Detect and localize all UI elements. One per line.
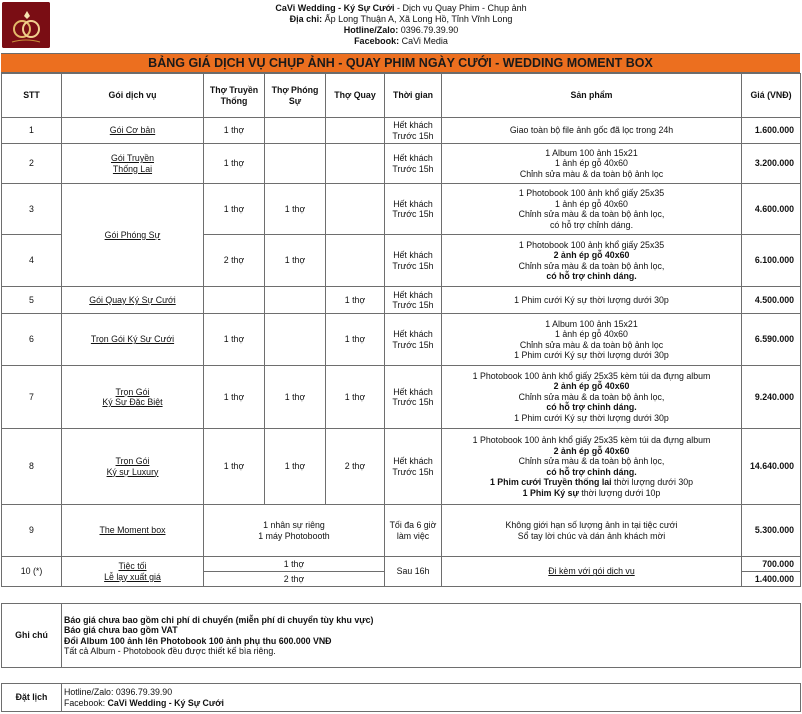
product-cell [442,118,742,144]
hotline-value: 0396.79.39.90 [398,25,459,35]
product-line: 1 Photobook 100 ảnh khổ giấy 25x35 kèm túi da đựng album [472,435,711,445]
company-line-1 [0,3,802,14]
time-line: Hết khách [393,386,433,397]
stt-cell: 9 [2,505,62,557]
product-bold-part: 1 Phim Ký sự [522,487,579,498]
reportage-cell: 1 thợ [265,429,326,505]
time-line: Trước 15h [392,163,434,174]
col-header-stt: STT [2,74,62,118]
package-name [62,429,204,505]
package-line: Gói Truyền [110,153,155,163]
package-name [62,557,204,587]
price-cell: 3.200.000 [742,144,801,184]
note-line: Báo giá chưa bao gồm VAT [64,625,178,635]
price-table [1,73,801,587]
product-line: có hỗ trợ chỉnh dáng. [546,402,637,413]
video-cell: 1 thợ [326,287,385,314]
booking-content [62,684,801,712]
product-line: 1 Album 100 ảnh 15x21 [545,147,638,158]
table-row [2,429,801,505]
reportage-cell: 1 thợ [265,366,326,429]
stt-cell: 2 [2,144,62,184]
package-line: Tiệc tối [118,561,147,571]
stt-cell: 10 (*) [2,557,62,587]
package-name: The Moment box [62,505,204,557]
time-line: Tối đa 6 giờ [389,520,437,530]
package-name: Gói Cơ bản [62,118,204,144]
time-cell [385,429,442,505]
time-cell [385,287,442,314]
product-cell [442,184,742,235]
package-line: Lễ lạy xuất giá [104,571,161,582]
product-line: 1 Phim cưới Ký sự thời lượng dưới 30p [514,412,669,423]
note-line: Tất cả Album - Photobook đều được thiết kế bìa riêng. [64,646,276,656]
facebook-value: CaVi Media [399,36,448,46]
notes-label: Ghi chú [2,604,62,668]
booking-label: Đặt lịch [2,684,62,712]
stt-cell: 4 [2,235,62,287]
time-cell [385,144,442,184]
traditional-cell: 1 thợ [204,118,265,144]
note-line: Đổi Album 100 ảnh lên Photobook 100 ảnh phụ thu 600.000 VNĐ [64,635,332,646]
traditional-cell: 2 thợ [204,235,265,287]
package-name: Trọn Gói Ký Sự Cưới [62,314,204,366]
col-header-reportage: Thợ Phóng Sự [265,74,326,118]
product-line: 1 Photobook 100 ảnh khổ giấy 25x35 [518,188,665,198]
time-cell [385,118,442,144]
stt-cell: 5 [2,287,62,314]
price-cell: 1.400.000 [742,572,801,587]
address-value: Ấp Long Thuận A, Xã Long Hồ, Tỉnh Vĩnh Long [322,14,513,24]
package-line: Trọn Gói [115,456,150,466]
table-row [2,184,801,235]
booking-facebook-value: CaVi Wedding - Ký Sự Cưới [107,697,224,708]
reportage-cell: 1 thợ [265,184,326,235]
table-row [2,505,801,557]
product-line: Chỉnh sửa màu & da toàn bộ ảnh lọc [519,339,664,350]
facebook-line [0,36,802,47]
time-line: Trước 15h [392,466,434,477]
booking-facebook [64,698,798,709]
product-line [444,488,739,499]
col-header-price: Giá (VNĐ) [742,74,801,118]
price-cell: 6.100.000 [742,235,801,287]
product-line: Sổ tay lời chúc và dán ảnh khách mời [517,530,666,541]
package-line: Trọn Gói [115,386,150,397]
product-line: 1 Phim cưới Ký sự thời lượng dưới 30p [514,350,669,360]
time-line: Hết khách [393,120,433,130]
col-header-video: Thợ Quay [326,74,385,118]
product-cell: Đi kèm với gói dịch vụ [442,557,742,587]
price-cell: 6.590.000 [742,314,801,366]
notes-table [1,603,801,712]
product-line: 1 Album 100 ảnh 15x21 [545,318,638,329]
table-row [2,557,801,572]
package-line: Ký Sự Đặc Biệt [102,397,163,407]
notes-row [2,604,801,668]
col-header-time: Thời gian [385,74,442,118]
price-cell: 5.300.000 [742,505,801,557]
table-row [2,314,801,366]
table-row [2,366,801,429]
time-line: Trước 15h [392,300,434,310]
time-line: Hết khách [393,153,433,163]
price-cell: 4.600.000 [742,184,801,235]
time-line: làm việc [396,530,430,541]
product-line: Chỉnh sửa màu & da toàn bộ ảnh lọc, [518,391,665,402]
traditional-cell: 1 thợ [204,429,265,505]
product-line: 1 ảnh ép gỗ 40x60 [555,158,628,169]
header [0,0,802,52]
product-line: Không giới hạn số lượng ảnh in tại tiệc cưới [505,520,678,530]
brand-name: CaVi Wedding - Ký Sự Cưới [275,3,395,13]
time-line: Trước 15h [392,209,434,219]
product-line: 2 ảnh ép gỗ 40x60 [553,381,630,392]
hotline-label: Hotline/Zalo: [343,25,399,35]
price-cell: 1.600.000 [742,118,801,144]
time-line: Hết khách [393,198,433,209]
facebook-label: Facebook: [354,36,400,46]
stt-cell: 6 [2,314,62,366]
time-cell [385,366,442,429]
table-header-row [2,74,801,118]
reportage-cell [265,144,326,184]
time-cell: Sau 16h [385,557,442,587]
reportage-cell [265,118,326,144]
time-line: Trước 15h [392,130,434,141]
stt-cell: 8 [2,429,62,505]
table-row [2,144,801,184]
product-line: 2 ảnh ép gỗ 40x60 [553,445,630,456]
company-info [0,3,802,47]
package-name [62,366,204,429]
video-cell: 2 thợ [326,429,385,505]
time-cell [385,314,442,366]
table-row [2,287,801,314]
product-line: Chỉnh sửa màu & da toàn bộ ảnh lọc, [518,456,665,466]
time-line: Hết khách [393,329,433,339]
traditional-cell: 1 thợ [204,144,265,184]
price-list-title: BẢNG GIÁ DỊCH VỤ CHỤP ẢNH - QUAY PHIM NGÀY CƯỚI - WEDDING MOMENT BOX [1,53,800,73]
video-cell [326,235,385,287]
traditional-cell: 1 thợ [204,314,265,366]
product-normal-part: thời lượng dưới 30p [611,477,694,487]
stt-cell: 7 [2,366,62,429]
staff-line: 1 nhân sự riêng [263,520,325,530]
price-cell: 700.000 [742,557,801,572]
time-line: Hết khách [393,456,433,466]
product-line: 1 ảnh ép gỗ 40x60 [555,198,628,209]
product-cell [442,235,742,287]
product-line: có hỗ trợ chỉnh dáng. [549,219,634,230]
traditional-cell [204,287,265,314]
product-line: Giao toàn bộ file ảnh gốc đã lọc trong 24h [509,125,674,136]
product-cell [442,287,742,314]
product-cell [442,366,742,429]
product-line: Chỉnh sửa màu & da toàn bộ ảnh lọc, [518,209,665,219]
stt-cell: 3 [2,184,62,235]
product-line [444,477,739,488]
reportage-cell [265,314,326,366]
note-line: Báo giá chưa bao gồm chi phí di chuyển (miễn phí di chuyển tùy khu vực) [64,614,374,625]
address-line [0,14,802,25]
video-cell: 1 thợ [326,314,385,366]
price-cell: 4.500.000 [742,287,801,314]
staff-cell [204,505,385,557]
package-name: Gói Phóng Sự [62,184,204,287]
hotline-line [0,25,802,36]
time-line: Trước 15h [392,339,434,350]
product-line: 2 ảnh ép gỗ 40x60 [553,250,630,260]
col-header-package: Gói dịch vụ [62,74,204,118]
video-cell: 1 thợ [326,366,385,429]
notes-content [62,604,801,668]
traditional-cell: 1 thợ [204,366,265,429]
product-normal-part: thời lượng dưới 10p [578,487,661,498]
address-label: Địa chỉ: [289,14,323,24]
package-line: Thống Lai [112,163,153,174]
product-bold-part: 1 Phim cưới Truyền thống lai [489,477,612,487]
price-cell: 14.640.000 [742,429,801,505]
product-line: 1 ảnh ép gỗ 40x60 [555,329,628,339]
video-cell [326,144,385,184]
time-line: Hết khách [393,250,433,260]
package-line: Ký sự Luxury [106,466,159,477]
reportage-cell: 1 thợ [265,235,326,287]
package-name [62,144,204,184]
video-cell [326,118,385,144]
product-cell [442,429,742,505]
product-line: Chỉnh sửa màu & da toàn bộ ảnh lọc, [518,260,665,271]
time-line: Trước 15h [392,397,434,407]
traditional-cell: 1 thợ [204,184,265,235]
booking-hotline: Hotline/Zalo: 0396.79.39.90 [64,687,173,697]
time-cell [385,235,442,287]
product-line: 1 Photobook 100 ảnh khổ giấy 25x35 [518,239,665,250]
col-header-product: Sản phẩm [442,74,742,118]
time-cell [385,184,442,235]
staff-cell: 1 thợ [204,557,385,572]
booking-row [2,684,801,712]
spacer-row [2,668,801,684]
reportage-cell [265,287,326,314]
product-line: Chỉnh sửa màu & da toàn bộ ảnh lọc [519,168,664,179]
staff-cell: 2 thợ [204,572,385,587]
price-cell: 9.240.000 [742,366,801,429]
services-text: - Dịch vụ Quay Phim - Chụp ảnh [394,3,527,13]
product-line: có hỗ trợ chỉnh dáng. [546,466,637,477]
product-line: có hỗ trợ chỉnh dáng. [546,271,637,281]
product-cell [442,144,742,184]
product-cell [442,314,742,366]
package-name: Gói Quay Ký Sự Cưới [62,287,204,314]
time-cell [385,505,442,557]
video-cell [326,184,385,235]
table-row [2,118,801,144]
staff-line: 1 máy Photobooth [258,530,330,541]
stt-cell: 1 [2,118,62,144]
product-cell [442,505,742,557]
time-line: Hết khách [393,289,433,300]
time-line: Trước 15h [392,260,434,271]
col-header-traditional: Thợ Truyền Thống [204,74,265,118]
booking-facebook-label: Facebook: [64,697,108,708]
product-line: 1 Phim cưới Ký sự thời lượng dưới 30p [514,294,669,305]
product-line: 1 Photobook 100 ảnh khổ giấy 25x35 kèm túi da đựng album [472,370,711,381]
